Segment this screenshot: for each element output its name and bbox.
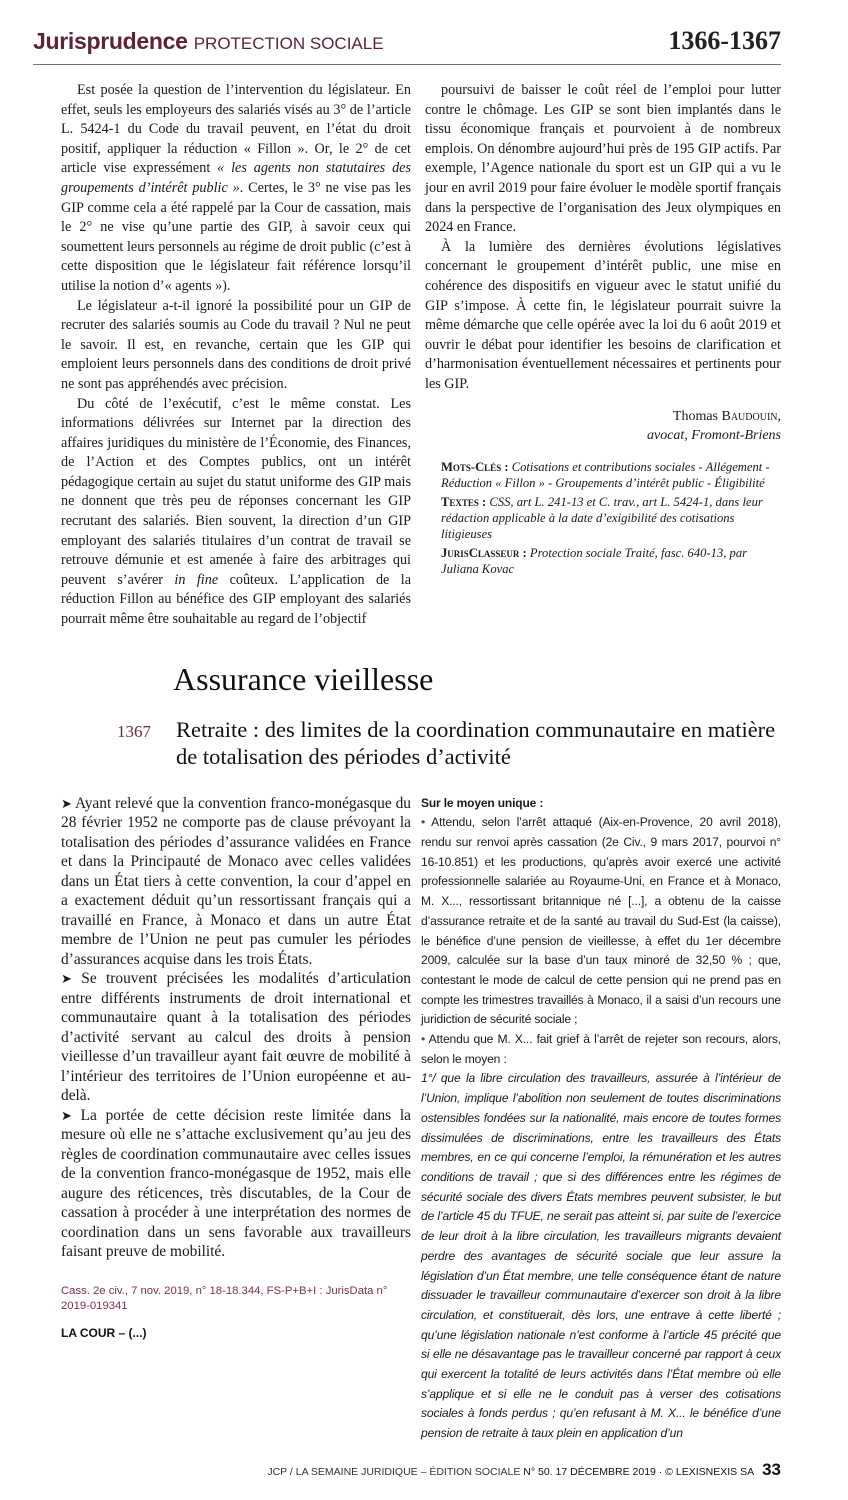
paragraph bbox=[425, 81, 781, 238]
arrow-icon: ➤ bbox=[61, 971, 72, 987]
decision-text-run: Attendu, selon l’arrêt attaqué (Aix-en-Provence, 20 avril 2018), rendu sur renvoi après cassation (2e Civ., 9 mars 2017, pourvoi n° 16-10.851) et les productions, qu’après avoir exercé une activité professionnelle salariée au Royaume-Uni, en France et à Monaco, M. X..., ressortissant britannique né [...], a obtenu de la caisse d’assurance retraite et de la santé au travail du Sud-Est (la caisse), le bénéfice d’une pension de vieillesse, à effet du 1er décembre 2009, calculée sur la base d’un taux minoré de 32,50 % ; que, contestant le mode de calcul de cette pension qui ne prend pas en compte les trimestres travaillés à Monaco, il a saisi d’un recours une juridiction de sécurité sociale ; bbox=[421, 815, 781, 1027]
decision-text-run: Attendu que M. X... fait grief à l’arrêt de rejeter son recours, alors, selon le moyen : bbox=[421, 1032, 781, 1066]
text-run: Le législateur a-t-il ignoré la possibilité pour un GIP de recruter des salariés soumis au Code du travail ? Nul ne peut le savoir. Il est, en revanche, certain que les GIP qui emploient leurs personnels dans des conditions de droit privé ne sont pas appréhendés avec précision. bbox=[61, 297, 411, 392]
court-label: LA COUR – (...) bbox=[61, 1325, 147, 1340]
text-run: . Certes, le 3° ne vise pas les GIP comme cela a été rappelé par la Cour de cassation, mais le 2° ne vise qu’une partie des GIP, à savoir ceux qui soumettent leurs personnels au régime de droit public (c’est à cette disposition que le législateur fait référence lorsqu’il utilise la notion d’« agents »). bbox=[61, 179, 411, 294]
decision-text bbox=[421, 794, 781, 1444]
author-role: avocat, Fromont-Briens bbox=[646, 427, 781, 443]
summary-text: La portée de cette décision reste limitée dans la mesure où elle ne s’attache exclusivement qu’au jeu des règles de coordination communautaire avec celles issues de la convention franco-monégasque de 1952, mais elle augure des réticences, très discutables, de la Cour de cassation à procéder à une interprétation des normes de coordination dans un sens favorable aux travailleurs faisant preuve de mobilité. bbox=[61, 1106, 411, 1261]
texts-entry bbox=[441, 494, 781, 542]
page-header bbox=[33, 26, 781, 65]
article-title: Retraite : des limites de la coordination communautaire en matière de totalisation des périodes d’activité bbox=[176, 716, 776, 769]
article-body bbox=[33, 794, 781, 1444]
author-signature bbox=[425, 407, 781, 445]
decision-text-run: 1°/ que la libre circulation des travailleurs, assurée à l’intérieur de l’Union, implique l’abolition non seulement de toutes discriminations ostensibles fondées sur la nationalité, mais encore de toutes formes dissimulées de discriminations, entre les travailleurs des États membres, en ce qui concerne l’emploi, la rémunération et les autres conditions de travail ; que si des différences entre les régimes de sécurité sociale des divers États membres peuvent subsister, le but de l’article 45 du TFUE, ne serait pas atteint si, par suite de l’exercice de leur droit à la libre circulation, les travailleurs migrants devaient perdre des avantages de sécurité sociale que leur assure la législation d’un État membre, une telle conséquence étant de nature dissuader le travailleur communautaire d’exercer son droit à la libre circulation, et constituerait, dès lors, une entrave à cette liberté ; qu’une législation nationale n’est conforme à l’article 45 précité que si elle ne désavantage pas le travailleur concerné par rapport à ceux qui exercent la totalité de leurs activités dans l’État membre où elle s’applique et si elle ne le conduit pas à verser des cotisations sociales à fonds perdus ; qu’en refusant à M. X... le bénéfice d’une pension de retraite à taux plein en application d’un bbox=[421, 1071, 781, 1441]
decision-paragraphs bbox=[421, 813, 781, 1444]
texts-label: Textes : bbox=[441, 494, 487, 509]
page-number: 33 bbox=[762, 1459, 781, 1479]
summary-paragraph bbox=[61, 1106, 411, 1262]
article-numbers: 1366-1367 bbox=[668, 26, 781, 55]
bullet-icon: • bbox=[421, 1032, 429, 1047]
section-header bbox=[33, 28, 384, 55]
case-citation: Cass. 2e civ., 7 nov. 2019, n° 18-18.344, FS-P+B+I : JurisData n° 2019-019341 bbox=[61, 1284, 388, 1312]
jurisclasseur-label: JurisClasseur : bbox=[441, 545, 527, 560]
commentary-left-column bbox=[61, 81, 411, 630]
article-heading bbox=[117, 716, 781, 770]
bullet-icon: • bbox=[421, 815, 432, 830]
text-run: Est posée la question de l’intervention du législateur. En effet, seuls les employeurs des salariés visés au 3° de l’article L. 5424-1 du Code du travail peuvent, en l’état du droit positif, appliquer la réduction « Fillon ». Or, le 2° de cet article vise expressément bbox=[61, 82, 411, 177]
summary-text: Se trouvent précisées les modalités d’articulation entre différents instruments de droit international et communautaire quant à la totalisation des périodes d’activité servant au calcul des droits à pension vieillesse d’un travailleur ayant fait œuvre de mobilité à l’intérieur des territoires de l’Union européenne et au-delà. bbox=[61, 970, 411, 1105]
jurisclasseur-text: Protection sociale Traité, fasc. 640-13, par Juliana Kovac bbox=[441, 545, 748, 576]
text-run: coûteux. L’application de la réduction Fillon au bénéfice des GIP employant des salariés pourrait même être souhaitable au regard de l’objectif bbox=[61, 571, 412, 628]
text-run: « les agents non statutaires des groupements d’intérêt public » bbox=[61, 160, 411, 196]
article-number: 1367 bbox=[117, 721, 151, 741]
keywords-entry bbox=[441, 459, 781, 491]
text-run: À la lumière des dernières évolutions législatives concernant le groupement d’intérêt public, une mise en cohérence des dispositifs en vigueur avec le statut unifié du GIP s’impose. À cette fin, le législateur pourrait suivre la même démarche que celle opérée avec la loi du 6 août 2019 et ouvrir le débat pour identifier les besoins de clarification et d’harmonisation éventuellement nécessaires et pertinents pour les GIP. bbox=[425, 238, 781, 392]
section-title: Assurance vieillesse bbox=[173, 660, 434, 697]
issue-info: N° 50. 17 DÉCEMBRE 2019 · © LEXISNEXIS SA bbox=[523, 1465, 755, 1478]
keywords-label: Mots-Clés : bbox=[441, 459, 509, 474]
page-footer bbox=[33, 1460, 781, 1480]
summary-text: Ayant relevé que la convention franco-monégasque du 28 février 1952 ne comporte pas de clause prévoyant la totalisation des périodes d’assurance validées en France et dans la Principauté de Monaco avec celles validées dans un État tiers à cette convention, la cour d’appel en a exactement déduit qu’un ressortissant français qui a travaillé en France, à Monaco et dans un autre État membre de l’Union ne peut pas cumuler les périodes d’assurances acquise dans les trois États. bbox=[61, 794, 411, 968]
subsection-name: PROTECTION SOCIALE bbox=[193, 34, 384, 53]
texts-text: CSS, art L. 241-13 et C. trav., art L. 5424-1, dans leur rédaction applicable à la date d’exigibilité des cotisations litigieuses bbox=[441, 494, 763, 541]
paragraph bbox=[61, 81, 411, 297]
commentary-right-text bbox=[425, 81, 781, 395]
article-summary bbox=[61, 794, 411, 1262]
decision-paragraph bbox=[421, 1069, 781, 1443]
paragraph bbox=[61, 297, 411, 395]
summary-paragraph bbox=[61, 794, 411, 970]
author-first-name: Thomas bbox=[672, 408, 718, 424]
decision-paragraph bbox=[421, 813, 781, 1030]
keywords-text: Cotisations et contributions sociales - Allégement - Réduction « Fillon » - Groupements d’intérêt public - Éligibilité bbox=[441, 459, 770, 490]
paragraph bbox=[425, 238, 781, 395]
summary-paragraph bbox=[61, 969, 411, 1106]
text-run: Du côté de l’exécutif, c’est le même constat. Les informations délivrées sur Internet par la direction des affaires juridiques du ministère de l’Économie, des Finances, de l’Action et des Comptes publics, ont un intérêt pédagogique certain au sujet du statut uniforme des GIP mais ne donnent que très peu de réponses concernant les GIP recrutant des salariés. Bien souvent, la direction d’un GIP employant des salariés titulaires d’un contrat de travail se retrouve démunie et est amenée à faire des arbitrages qui peuvent s’avérer bbox=[61, 395, 411, 588]
section-name: Jurisprudence bbox=[33, 28, 188, 54]
commentary-right-column bbox=[425, 81, 781, 630]
decision-paragraph bbox=[421, 1030, 781, 1069]
paragraph bbox=[61, 395, 411, 630]
author-last-name: Baudouin, bbox=[721, 408, 781, 424]
arrow-icon: ➤ bbox=[61, 795, 72, 811]
text-run: in fine bbox=[174, 571, 219, 588]
article-left-column bbox=[61, 794, 411, 1444]
commentary bbox=[33, 81, 781, 630]
arrow-icon: ➤ bbox=[61, 1107, 72, 1123]
publication-name: JCP / LA SEMAINE JURIDIQUE – ÉDITION SOCIALE bbox=[267, 1465, 521, 1478]
decision-heading: Sur le moyen unique : bbox=[421, 795, 544, 810]
keywords-box bbox=[441, 459, 781, 577]
jurisclasseur-entry bbox=[441, 545, 781, 577]
text-run: poursuivi de baisser le coût réel de l’emploi pour lutter contre le chômage. Les GIP se sont bien implantés dans le tissu économique français et pourvoient à de nombreux emplois. On dénombre aujourd’hui près de 195 GIP actifs. Par exemple, l’Agence nationale du sport est un GIP qui a vu le jour en avril 2019 pour faire évoluer le modèle sportif français dans la perspective de l’organisation des Jeux olympiques en 2024 en France. bbox=[425, 82, 781, 236]
